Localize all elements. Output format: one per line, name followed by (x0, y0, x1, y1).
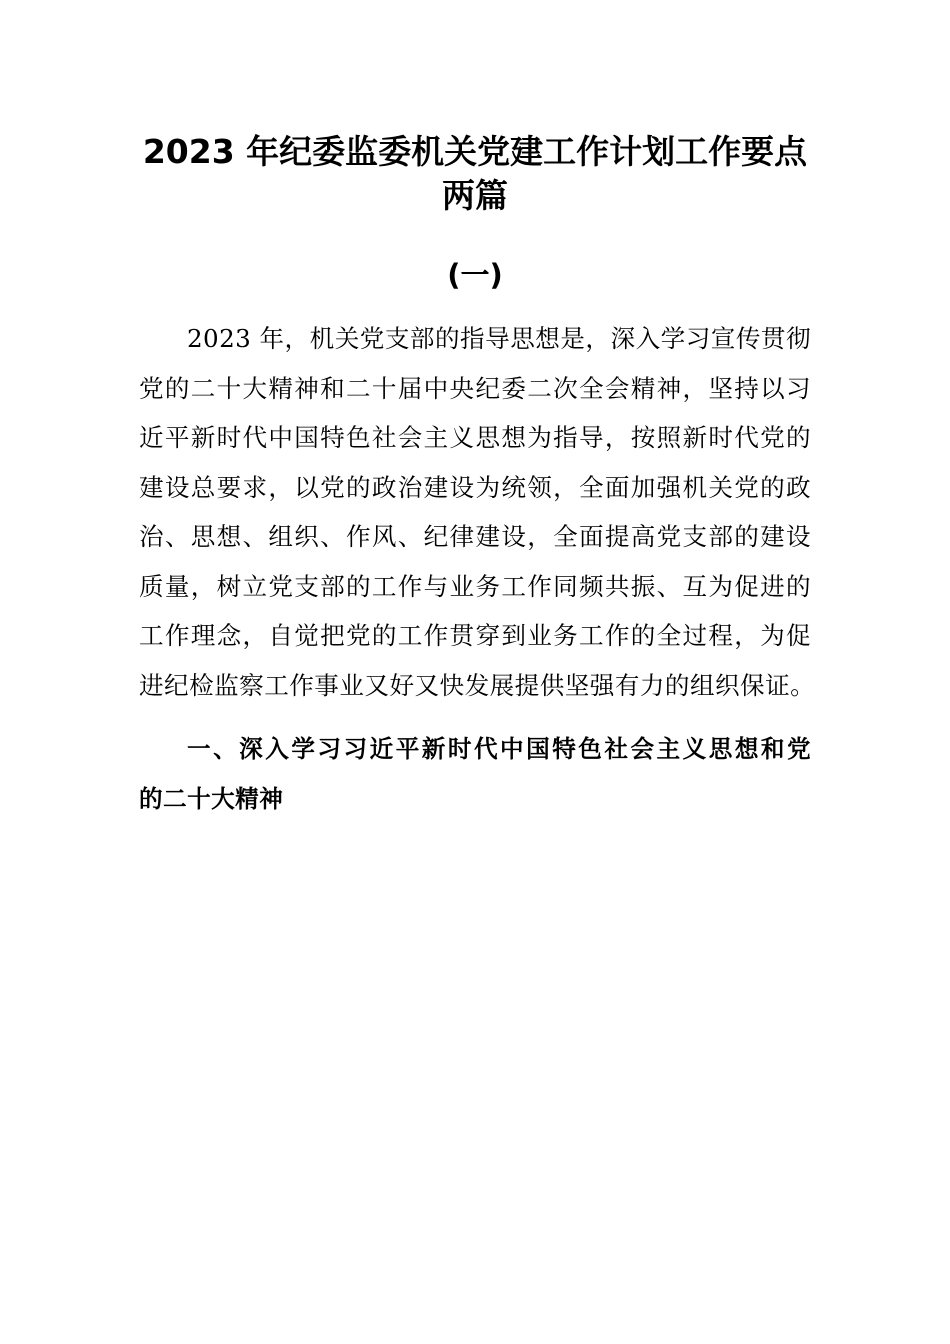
document-title (100, 130, 850, 218)
paragraph-line: 工作理念，自觉把党的工作贯穿到业务工作的全过程，为促 (139, 621, 811, 650)
heading-line: 的二十大精神 (139, 785, 284, 813)
paragraph-line: 进纪检监察工作事业又好又快发展提供坚强有力的组织保证。 (139, 671, 816, 700)
paragraph-line: 党的二十大精神和二十届中央纪委二次全会精神，坚持以习 (139, 374, 811, 403)
section-marker: (一) (447, 258, 503, 292)
title-line-1: 2023 年纪委监委机关党建工作计划工作要点 (142, 132, 808, 171)
paragraph-line: 建设总要求，以党的政治建设为统领，全面加强机关党的政 (139, 473, 811, 502)
title-line-2: 两篇 (442, 176, 508, 215)
heading-line: 一、深入学习习近平新时代中国特色社会主义思想和党 (187, 735, 811, 763)
paragraph-line: 2023 年，机关党支部的指导思想是，深入学习宣传贯彻 (187, 324, 811, 353)
paragraph-line: 质量，树立党支部的工作与业务工作同频共振、互为促进的 (139, 572, 811, 601)
paragraph-line: 近平新时代中国特色社会主义思想为指导，按照新时代党的 (139, 423, 811, 452)
paragraph-line: 治、思想、组织、作风、纪律建设，全面提高党支部的建设 (139, 522, 811, 551)
